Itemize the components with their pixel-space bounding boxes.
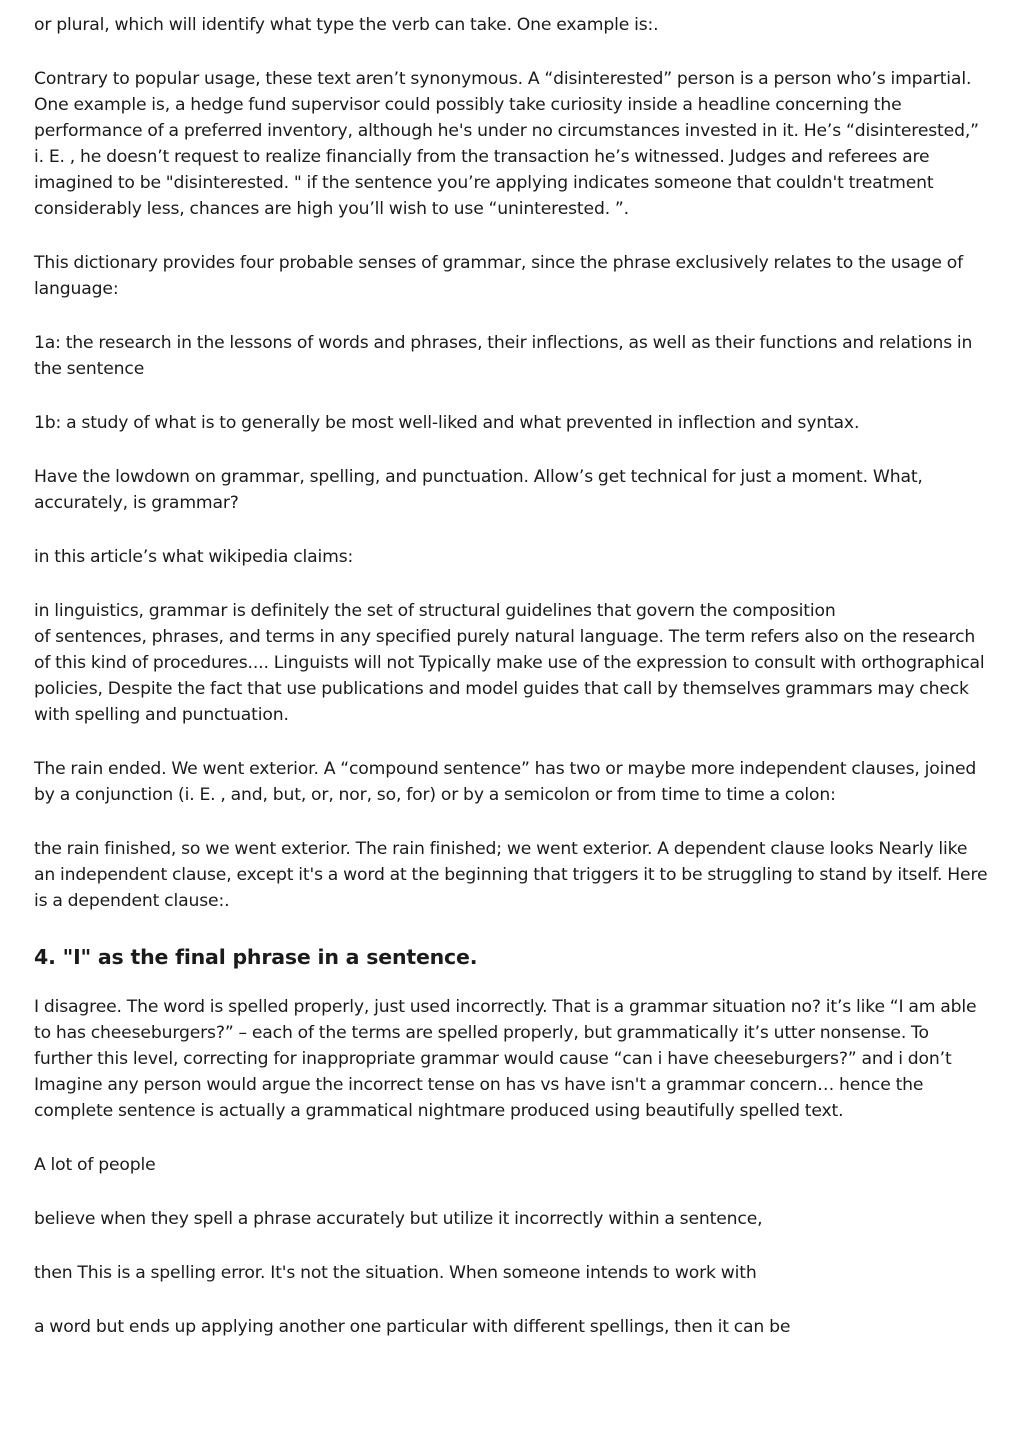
paragraph-disinterested: Contrary to popular usage, these text aren’t synonymous. A “disinterested” person is a person who’s impartial. One example is, a hedge fund supervisor could possibly take curiosity inside a headline concerning the performance of a preferred inventory, although he's under no circumstances invested in it. He’s “disinterested,” i. E. , he doesn’t request to realize financially from the transaction he’s witnessed. Judges and referees are imagined to be "disinterested. " if the sentence you’re applying indicates someone that couldn't treatment considerably less, chances are high you’ll wish to use “uninterested. ”.: [34, 69, 979, 219]
paragraph-dictionary-senses: This dictionary provides four probable senses of grammar, since the phrase exclusively relates to the usage of language:: [34, 253, 964, 299]
paragraph-disagree: I disagree. The word is spelled properly, just used incorrectly. That is a grammar situation no? it’s like “I am able to has cheeseburgers?” – each of the terms are spelled properly, but grammatically it’s utter nonsense. To further this level, correcting for inappropriate grammar would cause “can i have cheeseburgers?” and i don’t Imagine any person would argue the incorrect tense on has vs have isn't a grammar concern… hence the complete sentence is actually a grammatical nightmare produced using beautifully spelled text.: [34, 997, 977, 1121]
paragraph-lot-of-people: A lot of people: [34, 1155, 156, 1175]
paragraph-wikipedia-intro: in this article’s what wikipedia claims:: [34, 547, 354, 567]
paragraph-different-spellings: a word but ends up applying another one particular with different spellings, then it can be: [34, 1317, 791, 1337]
paragraph-verb-plural: or plural, which will identify what type the verb can take. One example is:.: [34, 15, 659, 35]
paragraph-spelling-error: then This is a spelling error. It's not the situation. When someone intends to work with: [34, 1263, 757, 1283]
paragraph-dependent-clause: the rain finished, so we went exterior. The rain finished; we went exterior. A dependent clause looks Nearly like an independent clause, except it's a word at the beginning that triggers it to be struggling to stand by itself. Here is a dependent clause:.: [34, 839, 988, 911]
paragraph-sense-1a: 1a: the research in the lessons of words and phrases, their inflections, as well as their functions and relations in the sentence: [34, 333, 973, 379]
section-heading: 4. "I" as the final phrase in a sentence.: [34, 945, 478, 969]
linguistics-quote-rest: of sentences, phrases, and terms in any specified purely natural language. The term refers also on the research of this kind of procedures.... Linguists will not Typically make use of the expression to consult with orthographical policies, Despite the fact that use publications and model guides that call by themselves grammars may check with spelling and punctuation.: [34, 627, 985, 725]
paragraph-compound-sentence: The rain ended. We went exterior. A “compound sentence” has two or maybe more independent clauses, joined by a conjunction (i. E. , and, but, or, nor, so, for) or by a semicolon or from time to time a colon:: [34, 759, 977, 805]
paragraph-believe: believe when they spell a phrase accurately but utilize it incorrectly within a sentence,: [34, 1209, 763, 1229]
paragraph-lowdown: Have the lowdown on grammar, spelling, and punctuation. Allow’s get technical for just a moment. What, accurately, is grammar?: [34, 467, 923, 513]
linguistics-quote-first-line: in linguistics, grammar is definitely the set of structural guidelines that govern the composition: [34, 601, 836, 621]
paragraph-linguistics-quote: [34, 598, 990, 728]
paragraph-sense-1b: 1b: a study of what is to generally be most well-liked and what prevented in inflection and syntax.: [34, 413, 860, 433]
